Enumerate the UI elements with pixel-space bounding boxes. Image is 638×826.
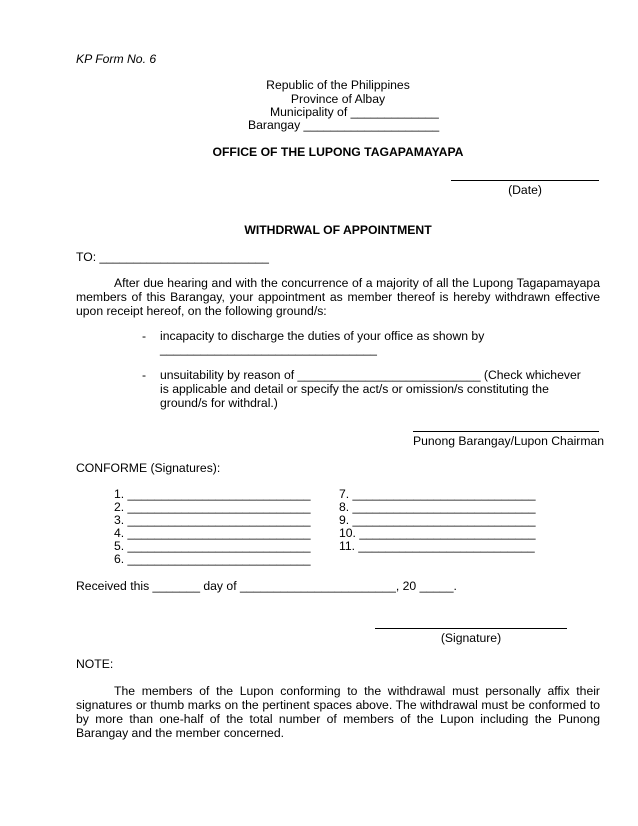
header-line-province: Province of Albay bbox=[290, 92, 386, 106]
received-line: Received this _______ day of _______________________, 20 _____. bbox=[76, 579, 457, 593]
note-label: NOTE: bbox=[76, 657, 114, 671]
signature-line bbox=[375, 628, 567, 629]
ground-1-bullet: - bbox=[142, 329, 147, 343]
signature-line-8: 8. ___________________________ bbox=[339, 500, 536, 514]
form-number-label: KP Form No. 6 bbox=[76, 52, 157, 66]
office-heading: OFFICE OF THE LUPONG TAGAPAMAYAPA bbox=[212, 145, 464, 159]
date-line bbox=[451, 180, 599, 181]
signature-line-5: 5. ___________________________ bbox=[114, 539, 311, 553]
conforme-label: CONFORME (Signatures): bbox=[76, 461, 221, 475]
chairman-signature-line bbox=[413, 431, 599, 432]
ground-2-bullet: - bbox=[142, 368, 147, 382]
to-line: TO: _________________________ bbox=[76, 250, 269, 264]
header-line-barangay: Barangay ____________________ bbox=[248, 118, 440, 132]
signature-line-3: 3. ___________________________ bbox=[114, 513, 311, 527]
signature-line-10: 10. __________________________ bbox=[339, 526, 536, 540]
signature-label: (Signature) bbox=[440, 631, 502, 645]
ground-1-text: incapacity to discharge the duties of your office as shown by bbox=[160, 329, 485, 343]
header-line-municipality: Municipality of _____________ bbox=[270, 105, 439, 119]
signature-line-1: 1. ___________________________ bbox=[114, 487, 311, 501]
ground-1-blank: ________________________________ bbox=[160, 342, 377, 356]
signature-line-4: 4. ___________________________ bbox=[114, 526, 311, 540]
date-label: (Date) bbox=[508, 183, 542, 197]
signature-line-7: 7. ___________________________ bbox=[339, 487, 536, 501]
note-text: The members of the Lupon conforming to the withdrawal must personally affix their signatures or thumb marks on the pertinent spaces above. The withdrawal must be conformed to by more than one-half of the total number of members of the Lupon including the Punong Barangay and the member concerned. bbox=[76, 684, 600, 740]
body-paragraph: After due hearing and with the concurrence of a majority of all the Lupong Tagapamayapa members of this Barangay, your appointment as member thereof is hereby withdrawn effective upon receipt hereof, on the following ground/s: bbox=[76, 276, 600, 318]
signature-line-6: 6. ___________________________ bbox=[114, 552, 311, 566]
signatory-label: Punong Barangay/Lupon Chairman bbox=[413, 434, 605, 448]
signature-line-2: 2. ___________________________ bbox=[114, 500, 311, 514]
header-line-republic: Republic of the Philippines bbox=[266, 78, 410, 92]
signature-line-11: 11. __________________________ bbox=[339, 539, 535, 553]
document-title: WITHDRWAL OF APPOINTMENT bbox=[244, 223, 432, 237]
ground-2-text: unsuitability by reason of ___________________________ (Check whichever is applicable and detail or specify the act/s or omission/s constituting the ground/s for withdral.) bbox=[160, 368, 581, 410]
signature-line-9: 9. ___________________________ bbox=[339, 513, 536, 527]
